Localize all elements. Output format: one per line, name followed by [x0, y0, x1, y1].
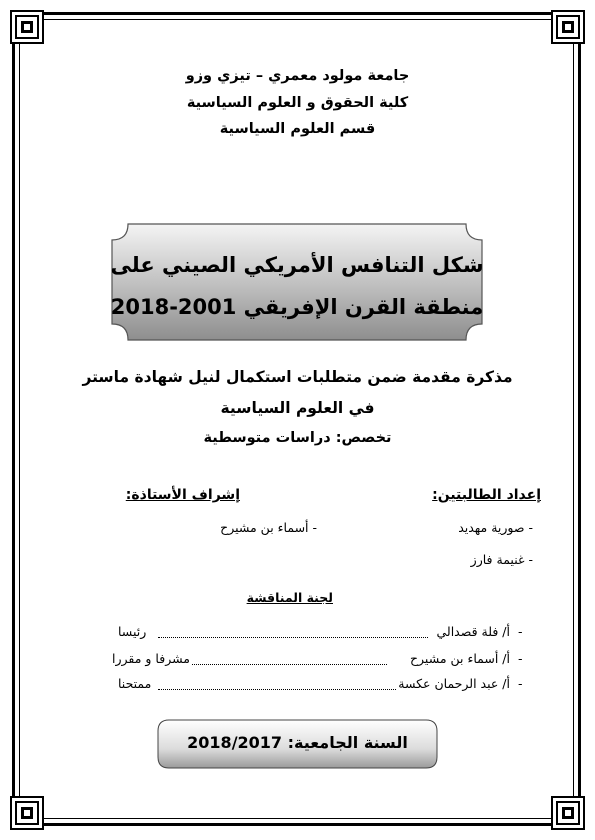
student-name: - غنيمة فارز [470, 552, 533, 567]
dotted-leader [158, 637, 428, 638]
corner-ornament-icon [10, 796, 44, 830]
faculty-name: كلية الحقوق و العلوم السياسية [186, 95, 409, 111]
supervisor-name: - أسماء بن مشيرح [220, 520, 317, 535]
committee-bullet: - [518, 676, 523, 691]
corner-ornament-icon [10, 10, 44, 44]
specialty: تخصص: دراسات متوسطية [203, 430, 392, 446]
committee-bullet: - [518, 624, 523, 639]
thesis-purpose: مذكرة مقدمة ضمن متطلبات استكمال لنيل شهادة ماستر [82, 368, 513, 386]
committee-member-role: ممتحنا [118, 676, 152, 691]
dotted-leader [158, 689, 396, 690]
field-of-study: في العلوم السياسية [220, 399, 375, 417]
committee-member-name: أ/ فلة قصدالي [436, 624, 510, 639]
corner-ornament-icon [551, 10, 585, 44]
committee-member-name: أ/ عبد الرحمان عكسة [398, 676, 510, 691]
title-plaque [110, 222, 484, 342]
corner-ornament-icon [551, 796, 585, 830]
university-name: جامعة مولود معمري – تيزي وزو [185, 68, 410, 84]
academic-year-label: السنة الجامعية: [287, 733, 408, 752]
committee-member-role: رئيسا [118, 624, 147, 639]
committee-bullet: - [518, 651, 523, 666]
page-border-inner [19, 19, 574, 819]
thesis-title-line2: منطقة القرن الإفريقي 2001-2018 [110, 295, 484, 319]
supervisor-heading: إشراف الأستاذة: [125, 487, 240, 503]
thesis-title-line1: شكل التنافس الأمريكي الصيني على [110, 253, 484, 277]
department-name: قسم العلوم السياسية [219, 121, 376, 137]
committee-member-role: مشرفا و مقررا [112, 651, 190, 666]
students-heading: إعداد الطالبتين: [432, 487, 541, 503]
student-name: - صورية مهديد [458, 520, 533, 535]
committee-heading: لجنة المناقشة [246, 590, 333, 605]
academic-year-value: 2018/2017 [187, 733, 283, 752]
dotted-leader [192, 664, 387, 665]
academic-year [155, 733, 440, 752]
committee-member-name: أ/ أسماء بن مشيرح [409, 651, 510, 666]
